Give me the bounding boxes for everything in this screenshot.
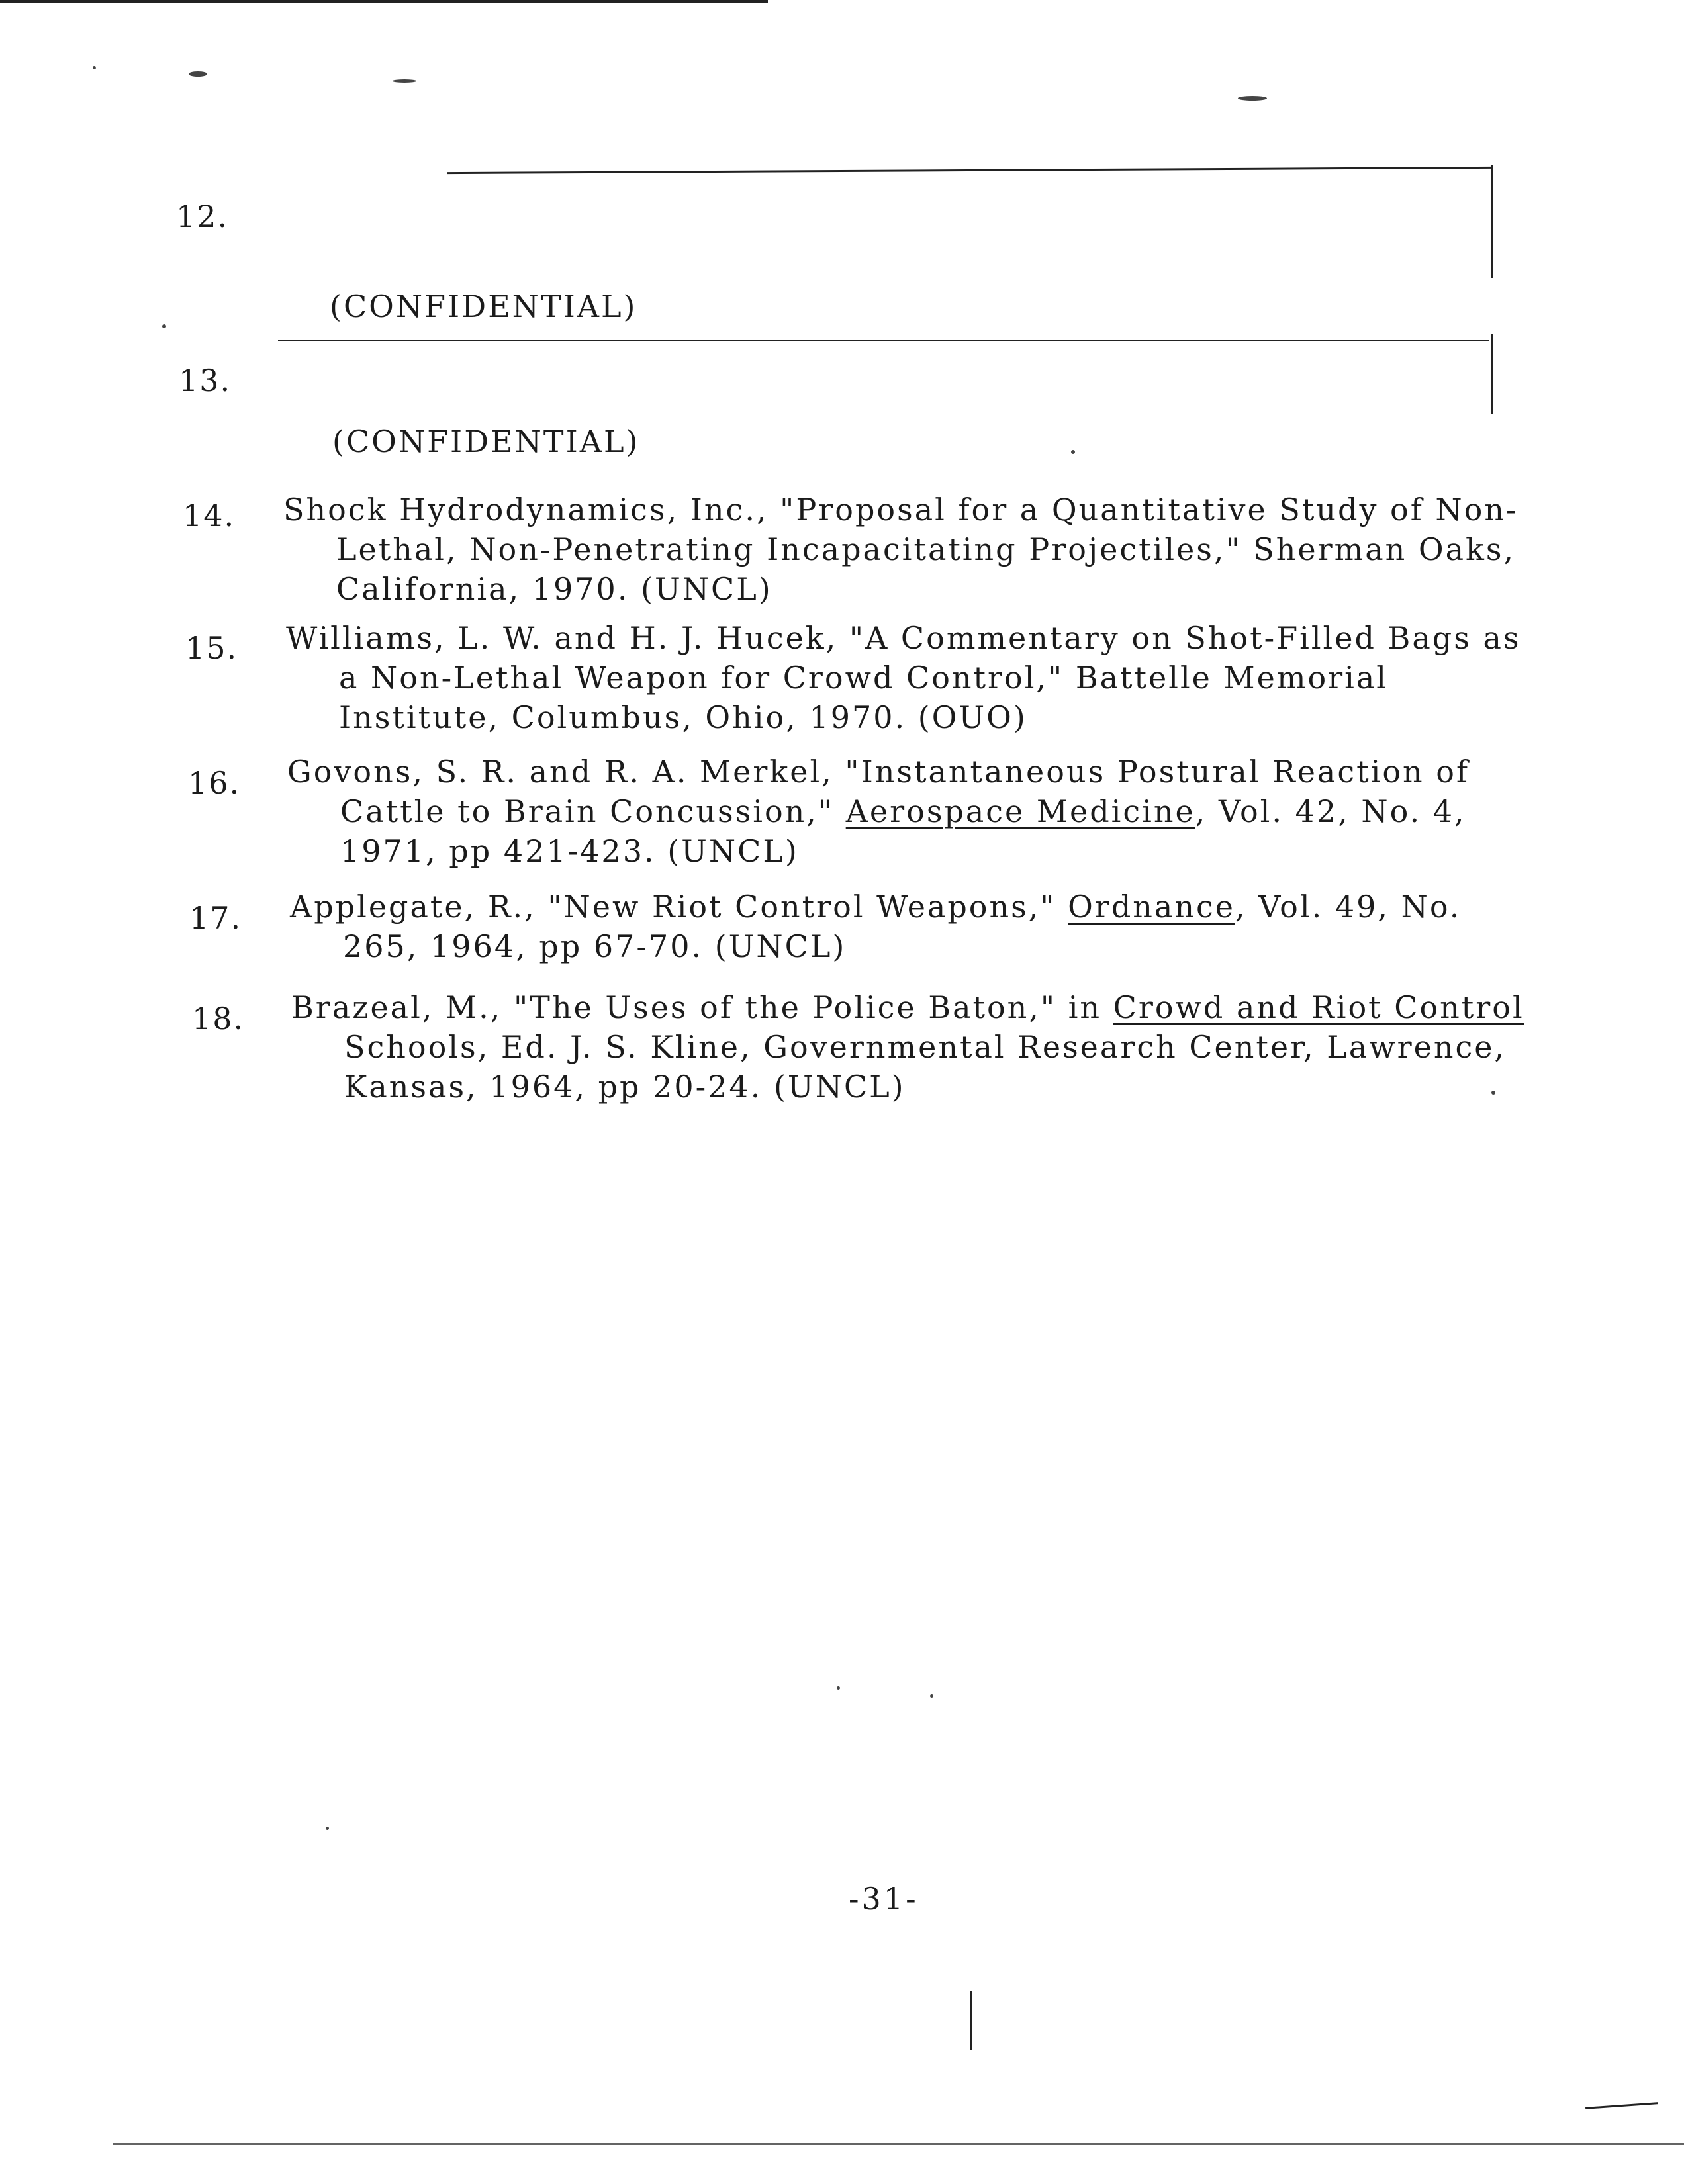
scan-speck [189, 71, 207, 77]
ref-16-citation [287, 752, 1525, 871]
ref-13-classification: (CONFIDENTIAL) [332, 424, 640, 459]
ref-17-text-a: Applegate, R., "New Riot Control Weapons," [290, 889, 1068, 925]
redaction-line-middle [278, 340, 1489, 341]
ref-17-journal-title: Ordnance [1068, 889, 1235, 925]
scan-speck [930, 1694, 933, 1698]
scan-speck [393, 79, 416, 83]
ref-18-text-a: Brazeal, M., "The Uses of the Police Baton," in [291, 989, 1113, 1025]
scan-speck [326, 1827, 329, 1830]
scan-speck [93, 66, 96, 69]
scan-speck [1238, 96, 1267, 101]
ref-17-text-b: , Vol. 49, No. 265, 1964, pp 67-70. (UNCL) [343, 889, 1462, 964]
redaction-line-top [447, 167, 1493, 174]
ref-15-number: 15. [185, 630, 238, 666]
redaction-line-right-2 [1491, 334, 1493, 414]
scan-mark-vertical [970, 1991, 972, 2050]
scan-speck [1491, 1091, 1495, 1095]
ref-16-number: 16. [188, 765, 241, 801]
ref-12-number: 12. [176, 199, 229, 234]
ref-14-text: Shock Hydrodynamics, Inc., "Proposal for a Quantitative Study of Non-Lethal, Non-Penetrating Incapacitating Projectiles," Sherman Oaks, California, 1970. (UNCL) [283, 492, 1519, 607]
ref-18-book-title: Crowd and Riot Control [1113, 989, 1524, 1025]
ref-15-text: Williams, L. W. and H. J. Hucek, "A Commentary on Shot-Filled Bags as a Non-Lethal Weapon for Crowd Control," Battelle Memorial Institute, Columbus, Ohio, 1970. (OUO) [286, 620, 1521, 735]
ref-18-text-b: Schools, Ed. J. S. Kline, Governmental Research Center, Lawrence, Kansas, 1964, pp 20-24. (UNCL) [344, 1029, 1507, 1105]
ref-16-journal-title: Aerospace Medicine [845, 794, 1195, 829]
redaction-line-right-1 [1491, 165, 1493, 278]
scan-edge-bottom [113, 2143, 1684, 2145]
ref-14-number: 14. [183, 498, 236, 533]
ref-16-text-a: Govons, S. R. and R. A. Merkel, "Instantaneous Postural Reaction of Cattle to Brain Concussion," [287, 754, 1470, 829]
ref-18-citation [291, 987, 1549, 1107]
ref-13-number: 13. [179, 363, 232, 398]
ref-17-number: 17. [189, 900, 242, 936]
scan-speck [1071, 450, 1075, 454]
scan-speck [162, 324, 166, 328]
ref-18-number: 18. [192, 1001, 245, 1036]
ref-12-classification: (CONFIDENTIAL) [330, 289, 637, 324]
ref-17-citation [290, 887, 1528, 966]
page-number: -31- [849, 1881, 919, 1917]
scan-mark-right [1585, 2102, 1658, 2109]
scan-edge-top [0, 0, 768, 3]
scan-speck [837, 1686, 840, 1690]
ref-16-text-b: , Vol. 42, No. 4, 1971, pp 421-423. (UNCL) [340, 794, 1466, 869]
ref-15-citation [286, 618, 1524, 737]
ref-14-citation [283, 490, 1521, 609]
